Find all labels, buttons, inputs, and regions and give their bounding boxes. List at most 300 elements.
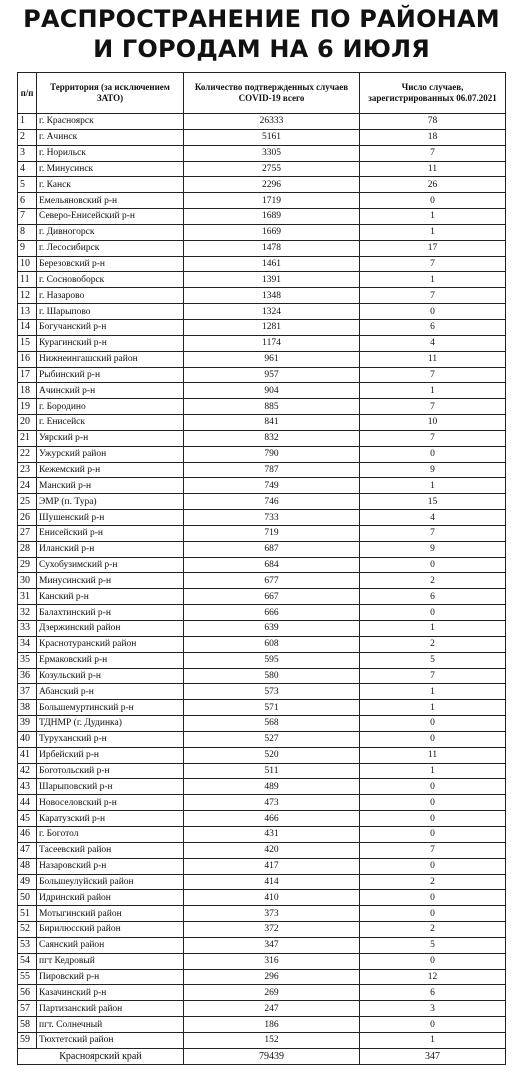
row-new-cases: 4 — [360, 335, 506, 351]
row-confirmed: 466 — [184, 811, 360, 827]
row-number: 40 — [18, 731, 37, 747]
row-new-cases: 6 — [360, 589, 506, 605]
row-number: 9 — [18, 240, 37, 256]
row-confirmed: 885 — [184, 399, 360, 415]
row-confirmed: 373 — [184, 906, 360, 922]
row-territory: г. Дивногорск — [37, 224, 184, 240]
row-confirmed: 347 — [184, 937, 360, 953]
table-row — [18, 462, 506, 478]
table-row — [18, 826, 506, 842]
header-number: п/п — [18, 73, 37, 114]
row-territory: Рыбинский р-н — [37, 367, 184, 383]
row-territory: Северо-Енисейский р-н — [37, 209, 184, 225]
row-new-cases: 9 — [360, 541, 506, 557]
row-confirmed: 247 — [184, 1001, 360, 1017]
row-new-cases: 2 — [360, 874, 506, 890]
row-territory: Новоселовский р-н — [37, 795, 184, 811]
row-confirmed: 571 — [184, 700, 360, 716]
table-row — [18, 906, 506, 922]
row-new-cases: 7 — [360, 525, 506, 541]
row-confirmed: 5161 — [184, 129, 360, 145]
header-confirmed-total: Количество подтвержденных случаев COVID-19 всего — [184, 73, 360, 114]
row-new-cases: 9 — [360, 462, 506, 478]
row-confirmed: 2755 — [184, 161, 360, 177]
row-confirmed: 296 — [184, 969, 360, 985]
row-new-cases: 0 — [360, 826, 506, 842]
row-new-cases: 7 — [360, 842, 506, 858]
row-territory: Саянский район — [37, 937, 184, 953]
row-number: 19 — [18, 399, 37, 415]
row-territory: г. Минусинск — [37, 161, 184, 177]
row-number: 42 — [18, 763, 37, 779]
row-new-cases: 11 — [360, 747, 506, 763]
row-new-cases: 26 — [360, 177, 506, 193]
row-territory: г. Лесосибирск — [37, 240, 184, 256]
row-confirmed: 684 — [184, 557, 360, 573]
row-number: 49 — [18, 874, 37, 890]
row-number: 8 — [18, 224, 37, 240]
table-body — [18, 114, 506, 1049]
table-row — [18, 621, 506, 637]
row-new-cases: 7 — [360, 367, 506, 383]
row-new-cases: 7 — [360, 430, 506, 446]
row-number: 25 — [18, 494, 37, 510]
total-new: 347 — [360, 1048, 506, 1064]
table-row — [18, 114, 506, 130]
row-confirmed: 568 — [184, 716, 360, 732]
row-number: 6 — [18, 193, 37, 209]
row-new-cases: 11 — [360, 161, 506, 177]
row-number: 24 — [18, 478, 37, 494]
table-row — [18, 922, 506, 938]
table-row — [18, 605, 506, 621]
row-territory: Нижнеингашский район — [37, 351, 184, 367]
table-row — [18, 874, 506, 890]
row-number: 45 — [18, 811, 37, 827]
row-territory: Мотыгинский район — [37, 906, 184, 922]
row-confirmed: 1719 — [184, 193, 360, 209]
row-territory: Шушенский р-н — [37, 510, 184, 526]
row-number: 10 — [18, 256, 37, 272]
row-number: 53 — [18, 937, 37, 953]
row-confirmed: 957 — [184, 367, 360, 383]
row-territory: Идринский район — [37, 890, 184, 906]
row-territory: Краснотуранский район — [37, 636, 184, 652]
row-confirmed: 414 — [184, 874, 360, 890]
row-confirmed: 580 — [184, 668, 360, 684]
row-territory: Балахтинский р-н — [37, 605, 184, 621]
row-new-cases: 1 — [360, 224, 506, 240]
table-row — [18, 224, 506, 240]
row-confirmed: 961 — [184, 351, 360, 367]
table-row — [18, 1017, 506, 1033]
row-new-cases: 7 — [360, 288, 506, 304]
row-number: 29 — [18, 557, 37, 573]
table-row — [18, 557, 506, 573]
row-territory: г. Норильск — [37, 145, 184, 161]
row-territory: Боготольский р-н — [37, 763, 184, 779]
row-new-cases: 78 — [360, 114, 506, 130]
title-line-1: РАСПРОСТРАНЕНИЕ ПО РАЙОНАМ — [23, 5, 500, 33]
table-row — [18, 161, 506, 177]
row-new-cases: 6 — [360, 319, 506, 335]
row-confirmed: 1348 — [184, 288, 360, 304]
table-row — [18, 209, 506, 225]
row-territory: Шарыповский р-н — [37, 779, 184, 795]
table-row — [18, 145, 506, 161]
row-confirmed: 1324 — [184, 304, 360, 320]
row-territory: Манский р-н — [37, 478, 184, 494]
row-number: 47 — [18, 842, 37, 858]
row-number: 38 — [18, 700, 37, 716]
row-new-cases: 12 — [360, 969, 506, 985]
row-new-cases: 5 — [360, 937, 506, 953]
header-territory: Территория (за исключением ЗАТО) — [37, 73, 184, 114]
row-new-cases: 17 — [360, 240, 506, 256]
table-row — [18, 953, 506, 969]
row-territory: г. Енисейск — [37, 415, 184, 431]
row-confirmed: 1689 — [184, 209, 360, 225]
row-number: 32 — [18, 605, 37, 621]
table-row — [18, 272, 506, 288]
row-confirmed: 3305 — [184, 145, 360, 161]
row-territory: Туруханский р-н — [37, 731, 184, 747]
row-territory: пгт. Солнечный — [37, 1017, 184, 1033]
table-row — [18, 288, 506, 304]
row-confirmed: 2296 — [184, 177, 360, 193]
row-new-cases: 0 — [360, 890, 506, 906]
table-row — [18, 747, 506, 763]
row-new-cases: 0 — [360, 304, 506, 320]
row-new-cases: 1 — [360, 383, 506, 399]
row-confirmed: 316 — [184, 953, 360, 969]
row-confirmed: 511 — [184, 763, 360, 779]
row-territory: ЭМР (п. Тура) — [37, 494, 184, 510]
row-number: 46 — [18, 826, 37, 842]
row-confirmed: 787 — [184, 462, 360, 478]
row-confirmed: 904 — [184, 383, 360, 399]
table-row — [18, 525, 506, 541]
table-row — [18, 177, 506, 193]
table-row — [18, 652, 506, 668]
row-territory: г. Боготол — [37, 826, 184, 842]
row-number: 52 — [18, 922, 37, 938]
table-row — [18, 969, 506, 985]
row-territory: Ермаковский р-н — [37, 652, 184, 668]
row-number: 17 — [18, 367, 37, 383]
row-new-cases: 0 — [360, 605, 506, 621]
total-row — [18, 1048, 506, 1064]
row-number: 28 — [18, 541, 37, 557]
row-territory: г. Бородино — [37, 399, 184, 415]
row-territory: Ачинский р-н — [37, 383, 184, 399]
row-confirmed: 667 — [184, 589, 360, 605]
row-confirmed: 152 — [184, 1032, 360, 1048]
row-new-cases: 0 — [360, 446, 506, 462]
row-number: 51 — [18, 906, 37, 922]
total-label: Красноярский край — [18, 1048, 184, 1064]
row-territory: Бирилюсский район — [37, 922, 184, 938]
table-row — [18, 668, 506, 684]
row-number: 5 — [18, 177, 37, 193]
table-row — [18, 589, 506, 605]
row-number: 48 — [18, 858, 37, 874]
row-confirmed: 1669 — [184, 224, 360, 240]
table-header-row — [18, 73, 506, 114]
row-confirmed: 473 — [184, 795, 360, 811]
table-row — [18, 716, 506, 732]
table-row — [18, 731, 506, 747]
row-confirmed: 26333 — [184, 114, 360, 130]
row-new-cases: 7 — [360, 399, 506, 415]
row-confirmed: 639 — [184, 621, 360, 637]
row-territory: Енисейский р-н — [37, 525, 184, 541]
row-territory: Кежемский р-н — [37, 462, 184, 478]
row-territory: Каратузский р-н — [37, 811, 184, 827]
row-territory: Козульский р-н — [37, 668, 184, 684]
row-confirmed: 410 — [184, 890, 360, 906]
row-confirmed: 666 — [184, 605, 360, 621]
table-row — [18, 795, 506, 811]
table-row — [18, 510, 506, 526]
row-number: 33 — [18, 621, 37, 637]
table-row — [18, 858, 506, 874]
row-territory: пгт Кедровый — [37, 953, 184, 969]
row-number: 4 — [18, 161, 37, 177]
row-confirmed: 1461 — [184, 256, 360, 272]
page-title — [0, 4, 523, 64]
row-number: 20 — [18, 415, 37, 431]
row-number: 3 — [18, 145, 37, 161]
row-territory: Курагинский р-н — [37, 335, 184, 351]
row-new-cases: 2 — [360, 573, 506, 589]
row-territory: Большемуртинский р-н — [37, 700, 184, 716]
table-row — [18, 763, 506, 779]
row-number: 2 — [18, 129, 37, 145]
row-new-cases: 2 — [360, 636, 506, 652]
row-new-cases: 1 — [360, 621, 506, 637]
row-confirmed: 687 — [184, 541, 360, 557]
row-new-cases: 3 — [360, 1001, 506, 1017]
row-confirmed: 372 — [184, 922, 360, 938]
row-confirmed: 431 — [184, 826, 360, 842]
row-territory: Абанский р-н — [37, 684, 184, 700]
row-new-cases: 4 — [360, 510, 506, 526]
row-new-cases: 0 — [360, 779, 506, 795]
row-new-cases: 7 — [360, 256, 506, 272]
row-territory: Тасеевский район — [37, 842, 184, 858]
table-row — [18, 494, 506, 510]
table-row — [18, 700, 506, 716]
row-confirmed: 186 — [184, 1017, 360, 1033]
table-row — [18, 383, 506, 399]
row-number: 27 — [18, 525, 37, 541]
row-new-cases: 1 — [360, 684, 506, 700]
row-number: 14 — [18, 319, 37, 335]
row-number: 54 — [18, 953, 37, 969]
row-new-cases: 1 — [360, 700, 506, 716]
row-number: 43 — [18, 779, 37, 795]
row-confirmed: 520 — [184, 747, 360, 763]
table-row — [18, 684, 506, 700]
row-territory: Ужурский район — [37, 446, 184, 462]
row-confirmed: 733 — [184, 510, 360, 526]
row-territory: ТДНМР (г. Дудинка) — [37, 716, 184, 732]
row-new-cases: 1 — [360, 478, 506, 494]
row-new-cases: 18 — [360, 129, 506, 145]
row-number: 23 — [18, 462, 37, 478]
row-territory: Тюхтетский район — [37, 1032, 184, 1048]
table-row — [18, 319, 506, 335]
row-new-cases: 0 — [360, 193, 506, 209]
row-confirmed: 832 — [184, 430, 360, 446]
table-row — [18, 367, 506, 383]
table-row — [18, 240, 506, 256]
table-row — [18, 256, 506, 272]
row-confirmed: 269 — [184, 985, 360, 1001]
row-territory: г. Канск — [37, 177, 184, 193]
row-confirmed: 595 — [184, 652, 360, 668]
row-territory: Партизанский район — [37, 1001, 184, 1017]
row-number: 16 — [18, 351, 37, 367]
table-row — [18, 811, 506, 827]
row-number: 1 — [18, 114, 37, 130]
row-number: 11 — [18, 272, 37, 288]
table-row — [18, 985, 506, 1001]
row-new-cases: 1 — [360, 272, 506, 288]
row-number: 39 — [18, 716, 37, 732]
row-number: 21 — [18, 430, 37, 446]
table-row — [18, 842, 506, 858]
row-territory: Минусинский р-н — [37, 573, 184, 589]
row-territory: Богучанский р-н — [37, 319, 184, 335]
row-number: 44 — [18, 795, 37, 811]
table-row — [18, 129, 506, 145]
table-row — [18, 478, 506, 494]
row-number: 15 — [18, 335, 37, 351]
row-new-cases: 0 — [360, 906, 506, 922]
row-number: 59 — [18, 1032, 37, 1048]
row-new-cases: 0 — [360, 858, 506, 874]
row-territory: г. Шарыпово — [37, 304, 184, 320]
row-territory: Сухобузимский р-н — [37, 557, 184, 573]
table-row — [18, 573, 506, 589]
row-new-cases: 15 — [360, 494, 506, 510]
row-number: 12 — [18, 288, 37, 304]
row-new-cases: 11 — [360, 351, 506, 367]
row-territory: Емельяновский р-н — [37, 193, 184, 209]
table-row — [18, 193, 506, 209]
row-confirmed: 719 — [184, 525, 360, 541]
row-number: 50 — [18, 890, 37, 906]
row-number: 34 — [18, 636, 37, 652]
row-number: 22 — [18, 446, 37, 462]
table-row — [18, 399, 506, 415]
row-new-cases: 0 — [360, 731, 506, 747]
row-territory: Уярский р-н — [37, 430, 184, 446]
row-territory: г. Назарово — [37, 288, 184, 304]
row-new-cases: 6 — [360, 985, 506, 1001]
table-row — [18, 304, 506, 320]
table-row — [18, 890, 506, 906]
row-confirmed: 420 — [184, 842, 360, 858]
row-number: 55 — [18, 969, 37, 985]
row-territory: Казачинский р-н — [37, 985, 184, 1001]
row-new-cases: 0 — [360, 795, 506, 811]
table-row — [18, 1032, 506, 1048]
row-confirmed: 1391 — [184, 272, 360, 288]
table-row — [18, 541, 506, 557]
row-new-cases: 0 — [360, 716, 506, 732]
row-confirmed: 489 — [184, 779, 360, 795]
row-confirmed: 608 — [184, 636, 360, 652]
row-number: 37 — [18, 684, 37, 700]
row-new-cases: 5 — [360, 652, 506, 668]
row-territory: Иланский р-н — [37, 541, 184, 557]
row-confirmed: 527 — [184, 731, 360, 747]
row-confirmed: 1174 — [184, 335, 360, 351]
row-new-cases: 10 — [360, 415, 506, 431]
table-row — [18, 1001, 506, 1017]
row-new-cases: 1 — [360, 763, 506, 779]
row-territory: г. Красноярск — [37, 114, 184, 130]
row-number: 26 — [18, 510, 37, 526]
row-territory: Пировский р-н — [37, 969, 184, 985]
row-number: 18 — [18, 383, 37, 399]
row-number: 30 — [18, 573, 37, 589]
table-row — [18, 446, 506, 462]
row-number: 13 — [18, 304, 37, 320]
row-new-cases: 0 — [360, 557, 506, 573]
row-new-cases: 7 — [360, 145, 506, 161]
row-confirmed: 417 — [184, 858, 360, 874]
row-territory: Канский р-н — [37, 589, 184, 605]
title-line-2: И ГОРОДАМ НА 6 ИЮЛЯ — [93, 35, 430, 63]
row-new-cases: 2 — [360, 922, 506, 938]
row-new-cases: 0 — [360, 953, 506, 969]
table-row — [18, 415, 506, 431]
row-territory: Большеулуйский район — [37, 874, 184, 890]
row-confirmed: 841 — [184, 415, 360, 431]
row-confirmed: 790 — [184, 446, 360, 462]
table-row — [18, 779, 506, 795]
table-row — [18, 351, 506, 367]
row-territory: г. Сосновоборск — [37, 272, 184, 288]
table-row — [18, 335, 506, 351]
row-number: 56 — [18, 985, 37, 1001]
row-confirmed: 749 — [184, 478, 360, 494]
row-confirmed: 573 — [184, 684, 360, 700]
row-confirmed: 1478 — [184, 240, 360, 256]
row-number: 58 — [18, 1017, 37, 1033]
row-territory: Ирбейский р-н — [37, 747, 184, 763]
row-territory: Березовский р-н — [37, 256, 184, 272]
header-new-cases: Число случаев, зарегистрированных 06.07.2021 — [360, 73, 506, 114]
row-confirmed: 746 — [184, 494, 360, 510]
row-number: 41 — [18, 747, 37, 763]
covid-cases-table — [17, 72, 506, 1065]
row-number: 57 — [18, 1001, 37, 1017]
row-new-cases: 0 — [360, 1017, 506, 1033]
row-territory: Дзержинский район — [37, 621, 184, 637]
row-new-cases: 0 — [360, 811, 506, 827]
row-new-cases: 1 — [360, 1032, 506, 1048]
table-row — [18, 636, 506, 652]
table-row — [18, 430, 506, 446]
row-new-cases: 1 — [360, 209, 506, 225]
row-new-cases: 7 — [360, 668, 506, 684]
row-number: 7 — [18, 209, 37, 225]
